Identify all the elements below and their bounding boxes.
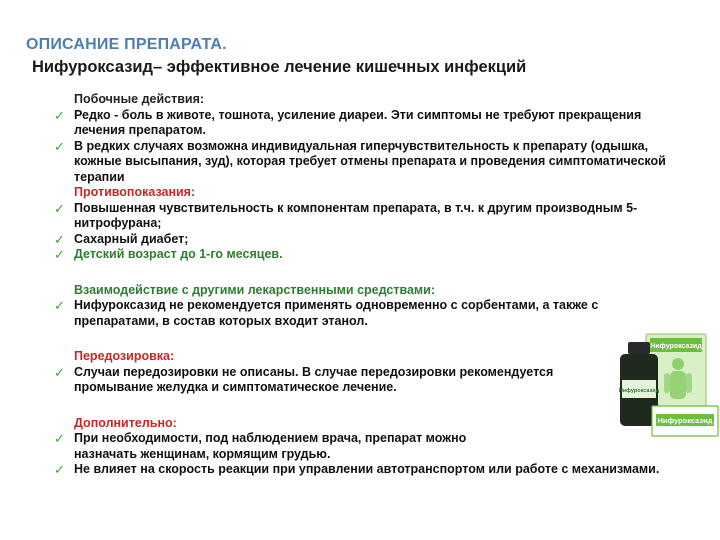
page-subtitle: Нифуроксазид– эффективное лечение кишечных инфекций — [32, 58, 527, 76]
content — [48, 92, 668, 478]
list-item — [48, 139, 668, 186]
list-item — [48, 365, 668, 396]
svg-text:Нифуроксазид: Нифуроксазид — [618, 388, 660, 394]
checkmark-icon: ✓ — [54, 107, 65, 123]
overdose-heading: Передозировка: — [74, 349, 175, 363]
list-item — [48, 232, 668, 248]
list-item-text: В редких случаях возможна индивидуальная гиперчувствительность к препарату (одышка, кожные высыпания, зуд), которая требует отмены препарата и проведения симптоматической терапии — [74, 138, 666, 184]
list-item-text: Не влияет на скорость реакции при управлении автотранспортом или работе с механизмами. — [74, 462, 660, 476]
box-label: Нифуроксазид — [657, 416, 713, 425]
list-item-text: Повышенная чувствительность к компонентам препарата, в т.ч. к другим производным 5-нитрофурана; — [74, 200, 638, 230]
side-effects-heading: Побочные действия: — [74, 92, 205, 106]
list-item — [48, 298, 668, 329]
checkmark-icon: ✓ — [54, 364, 65, 380]
list-item-text: Нифуроксазид не рекомендуется применять одновременно с сорбентами, а также с препаратами, в состав которых входит этанол. — [74, 298, 599, 328]
additional-heading: Дополнительно: — [74, 415, 177, 430]
checkmark-icon: ✓ — [54, 431, 65, 446]
list-item-text: Детский возраст до 1-го месяцев. — [74, 247, 283, 261]
svg-text:Нифуроксазид: Нифуроксазид — [650, 343, 702, 350]
checkmark-icon: ✓ — [54, 231, 65, 247]
checkmark-icon: ✓ — [54, 138, 65, 154]
interactions-heading: Взаимодействие с другими лекарственными средствами: — [74, 282, 436, 297]
product-illustration — [612, 328, 720, 440]
checkmark-icon: ✓ — [54, 298, 65, 313]
contraindications-heading: Противопоказания: — [74, 185, 196, 199]
list-item — [48, 462, 668, 478]
page-title: ОПИСАНИЕ ПРЕПАРАТА. — [26, 36, 227, 53]
list-item — [48, 108, 668, 139]
list-item-text: Редко - боль в животе, тошнота, усиление диареи. Эти симптомы не требуют прекращения лечения препаратом. — [74, 107, 642, 137]
list-item — [48, 431, 668, 462]
list-item-text: При необходимости, под наблюдением врача, препарат можно назначать женщинам, кормящим грудью. — [74, 431, 467, 461]
list-item — [48, 201, 668, 232]
checkmark-icon: ✓ — [54, 462, 65, 477]
checkmark-icon: ✓ — [54, 247, 65, 262]
list-item-text: Сахарный диабет; — [74, 231, 189, 246]
list-item-text: Случаи передозировки не описаны. В случае передозировки рекомендуется промывание желудка и симптоматическое лечение. — [74, 364, 554, 394]
list-item — [48, 247, 668, 263]
checkmark-icon: ✓ — [54, 200, 65, 216]
product-image — [612, 328, 720, 440]
